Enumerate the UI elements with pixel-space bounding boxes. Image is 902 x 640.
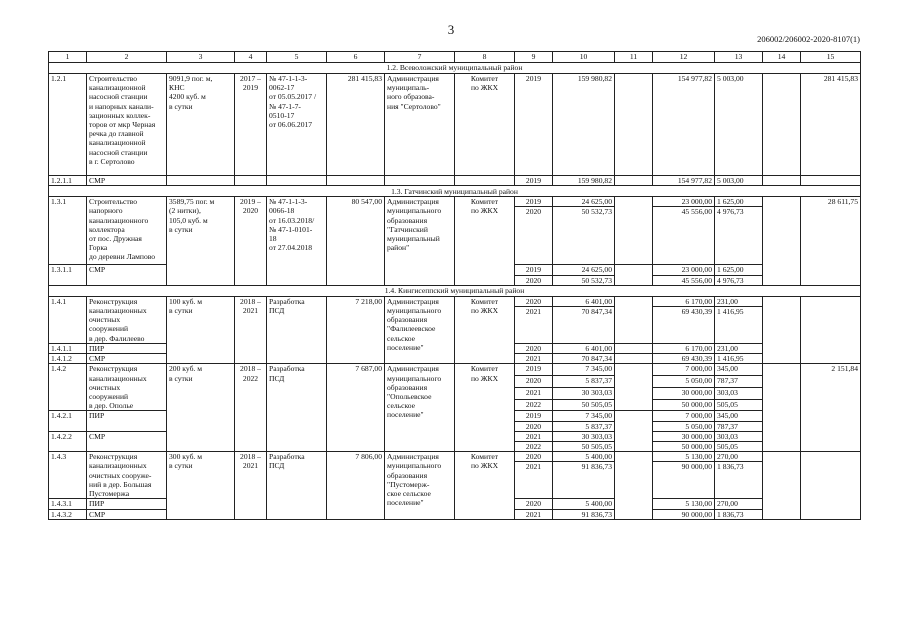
item-total: 24 625,00 xyxy=(553,265,615,275)
item-c13: 787,37 xyxy=(715,376,763,388)
section-row xyxy=(49,63,861,74)
empty-cell xyxy=(763,176,801,186)
item-year: 2020 xyxy=(515,275,553,285)
item-c12: 5 050,00 xyxy=(653,421,715,431)
item-total: 91 836,73 xyxy=(553,509,615,519)
item-c13: 270,00 xyxy=(715,499,763,509)
item-name: Реконструкция канализационных очистных сооружений в дер. Фалилеево xyxy=(87,296,167,343)
item-name: ПИР xyxy=(87,411,167,431)
col-header: 14 xyxy=(763,52,801,63)
col-header: 15 xyxy=(801,52,861,63)
item-year: 2022 xyxy=(515,399,553,411)
item-docs: № 47-1-1-3- 0066-18 от 16.03.2018/ № 47-1-0101- 18 от 27.04.2018 xyxy=(267,197,327,286)
item-c12: 23 000,00 xyxy=(653,265,715,275)
item-cost: 7 687,00 xyxy=(327,364,385,452)
empty-cell xyxy=(763,296,801,364)
table-row xyxy=(49,74,861,176)
item-total: 30 303,03 xyxy=(553,387,615,399)
item-c12: 69 430,39 xyxy=(653,354,715,364)
item-c12: 6 170,00 xyxy=(653,296,715,306)
item-total: 6 401,00 xyxy=(553,344,615,354)
item-total: 7 345,00 xyxy=(553,364,615,376)
table-row xyxy=(49,452,861,462)
item-c13: 345,00 xyxy=(715,411,763,421)
item-name: СМР xyxy=(87,354,167,364)
item-total: 5 837,37 xyxy=(553,421,615,431)
empty-cell xyxy=(455,176,515,186)
col-header: 13 xyxy=(715,52,763,63)
item-c13: 270,00 xyxy=(715,452,763,462)
col-header: 1 xyxy=(49,52,87,63)
item-capacity: 9091,9 пог. м, КНС 4200 куб. м в сутки xyxy=(167,74,235,176)
empty-cell xyxy=(267,176,327,186)
item-code: 1.4.2.1 xyxy=(49,411,87,431)
item-total: 50 505,05 xyxy=(553,399,615,411)
item-year: 2021 xyxy=(515,354,553,364)
item-name: ПИР xyxy=(87,499,167,509)
col-header: 7 xyxy=(385,52,455,63)
item-code: 1.3.1.1 xyxy=(49,265,87,285)
item-code: 1.4.1.1 xyxy=(49,344,87,354)
item-year: 2019 xyxy=(515,74,553,176)
item-capacity: 3589,75 пог. м (2 нитки), 105,0 куб. м в сутки xyxy=(167,197,235,286)
item-c13: 4 976,73 xyxy=(715,275,763,285)
item-year: 2019 xyxy=(515,176,553,186)
item-c12: 45 556,00 xyxy=(653,207,715,265)
item-c13: 505,05 xyxy=(715,399,763,411)
item-c12: 30 000,00 xyxy=(653,431,715,441)
col-header: 5 xyxy=(267,52,327,63)
item-name: ПИР xyxy=(87,344,167,354)
item-total: 6 401,00 xyxy=(553,296,615,306)
item-total: 24 625,00 xyxy=(553,197,615,207)
item-c13: 1 625,00 xyxy=(715,197,763,207)
section-title: 1.4. Кингисеппский муниципальный район xyxy=(49,285,861,296)
item-code: 1.4.2 xyxy=(49,364,87,411)
item-c12: 7 000,00 xyxy=(653,411,715,421)
empty-cell xyxy=(615,296,653,343)
item-total: 50 532,73 xyxy=(553,275,615,285)
empty-cell xyxy=(801,176,861,186)
item-c12: 154 977,82 xyxy=(653,74,715,176)
item-c12: 6 170,00 xyxy=(653,344,715,354)
item-year: 2021 xyxy=(515,509,553,519)
section-row xyxy=(49,285,861,296)
item-c12: 45 556,00 xyxy=(653,275,715,285)
item-c13: 1 625,00 xyxy=(715,265,763,275)
col-header: 8 xyxy=(455,52,515,63)
item-c12: 50 000,00 xyxy=(653,442,715,452)
item-executor: Комитет по ЖКХ xyxy=(455,452,515,520)
item-c13: 4 976,73 xyxy=(715,207,763,265)
item-c13: 787,37 xyxy=(715,421,763,431)
empty-cell xyxy=(167,176,235,186)
item-year: 2020 xyxy=(515,499,553,509)
empty-cell xyxy=(615,411,653,452)
item-cost: 7 806,00 xyxy=(327,452,385,520)
item-c13: 345,00 xyxy=(715,364,763,376)
item-name: СМР xyxy=(87,176,167,186)
item-total: 5 400,00 xyxy=(553,452,615,462)
col-header: 12 xyxy=(653,52,715,63)
empty-cell xyxy=(615,364,653,411)
item-code: 1.4.3.1 xyxy=(49,499,87,509)
item-name: СМР xyxy=(87,431,167,451)
item-customer: Администрация муниципального образования "Опольевское сельское поселение" xyxy=(385,364,455,452)
item-c15: 28 611,75 xyxy=(801,197,861,286)
item-total: 70 847,34 xyxy=(553,307,615,344)
item-name: Строительство канализационной насосной станции и напорных канали- зационных коллек- торов от мкр Черная речка до главной канализационной насосной станции в г. Сертолово xyxy=(87,74,167,176)
item-c11 xyxy=(615,74,653,176)
col-header: 11 xyxy=(615,52,653,63)
item-code: 1.2.1 xyxy=(49,74,87,176)
item-capacity: 200 куб. м в сутки xyxy=(167,364,235,452)
item-c13: 1 836,73 xyxy=(715,509,763,519)
item-c13: 303,03 xyxy=(715,431,763,441)
item-docs: Разработка ПСД xyxy=(267,364,327,452)
item-c12: 23 000,00 xyxy=(653,197,715,207)
section-title: 1.3. Гатчинский муниципальный район xyxy=(49,186,861,197)
item-code: 1.4.3 xyxy=(49,452,87,499)
item-years: 2019 – 2020 xyxy=(235,197,267,286)
empty-cell xyxy=(763,452,801,520)
col-header: 10 xyxy=(553,52,615,63)
empty-cell xyxy=(615,354,653,364)
item-year: 2022 xyxy=(515,442,553,452)
section-row xyxy=(49,186,861,197)
item-c15: 2 151,84 xyxy=(801,364,861,452)
item-docs: № 47-1-1-3- 0062-17 от 05.05.2017 / № 47-1-7- 0510-17 от 06.06.2017 xyxy=(267,74,327,176)
item-c12: 154 977,82 xyxy=(653,176,715,186)
program-table xyxy=(48,51,861,520)
empty-cell xyxy=(327,176,385,186)
empty-cell xyxy=(615,265,653,285)
empty-cell xyxy=(615,197,653,265)
item-total: 5 837,37 xyxy=(553,376,615,388)
item-executor: Комитет по ЖКХ xyxy=(455,296,515,364)
item-c13: 231,00 xyxy=(715,296,763,306)
empty-cell xyxy=(801,452,861,520)
item-code: 1.3.1 xyxy=(49,197,87,265)
item-customer: Администрация муниципального образования "Гатчинский муниципальный район" xyxy=(385,197,455,286)
item-total: 30 303,03 xyxy=(553,431,615,441)
item-docs: Разработка ПСД xyxy=(267,452,327,520)
item-code: 1.4.1.2 xyxy=(49,354,87,364)
item-total: 159 980,82 xyxy=(553,176,615,186)
item-name: Реконструкция канализационных очистных сооруже- ний в дер. Большая Пустомержа xyxy=(87,452,167,499)
item-total: 7 345,00 xyxy=(553,411,615,421)
document-id: 206002/206002-2020-8107(1) xyxy=(757,34,860,44)
item-total: 91 836,73 xyxy=(553,462,615,499)
item-years: 2018 – 2021 xyxy=(235,452,267,520)
col-header: 3 xyxy=(167,52,235,63)
col-header: 9 xyxy=(515,52,553,63)
empty-cell xyxy=(385,176,455,186)
item-year: 2020 xyxy=(515,421,553,431)
item-c12: 69 430,39 xyxy=(653,307,715,344)
item-year: 2019 xyxy=(515,411,553,421)
item-year: 2021 xyxy=(515,462,553,499)
table-row xyxy=(49,296,861,306)
item-total: 5 400,00 xyxy=(553,499,615,509)
item-name: СМР xyxy=(87,509,167,519)
column-number-row xyxy=(49,52,861,63)
item-year: 2020 xyxy=(515,452,553,462)
item-customer: Администрация муниципаль- ного образова- ния "Сертолово" xyxy=(385,74,455,176)
item-c12: 50 000,00 xyxy=(653,399,715,411)
item-c13: 1 416,95 xyxy=(715,307,763,344)
item-executor: Комитет по ЖКХ xyxy=(455,74,515,176)
item-year: 2019 xyxy=(515,364,553,376)
item-year: 2020 xyxy=(515,376,553,388)
item-c12: 30 000,00 xyxy=(653,387,715,399)
item-year: 2020 xyxy=(515,344,553,354)
empty-cell xyxy=(615,176,653,186)
item-customer: Администрация муниципального образования "Пустомерж- ское сельское поселение" xyxy=(385,452,455,520)
item-year: 2020 xyxy=(515,296,553,306)
item-c13: 505,05 xyxy=(715,442,763,452)
table-row xyxy=(49,197,861,207)
section-title: 1.2. Всеволожский муниципальный район xyxy=(49,63,861,74)
item-name: Строительство напорного канализационного коллектора от пос. Дружная Горка до деревни Лампово xyxy=(87,197,167,265)
item-total: 159 980,82 xyxy=(553,74,615,176)
empty-cell xyxy=(763,364,801,452)
empty-cell xyxy=(763,197,801,286)
item-code: 1.4.2.2 xyxy=(49,431,87,451)
empty-cell xyxy=(235,176,267,186)
item-c15: 281 415,83 xyxy=(801,74,861,176)
item-c12: 5 050,00 xyxy=(653,376,715,388)
item-c13: 1 836,73 xyxy=(715,462,763,499)
col-header: 4 xyxy=(235,52,267,63)
item-name: СМР xyxy=(87,265,167,285)
item-code: 1.4.3.2 xyxy=(49,509,87,519)
item-executor: Комитет по ЖКХ xyxy=(455,364,515,452)
item-year: 2021 xyxy=(515,307,553,344)
item-c12: 5 130,00 xyxy=(653,452,715,462)
item-cost: 281 415,83 xyxy=(327,74,385,176)
item-c13: 1 416,95 xyxy=(715,354,763,364)
item-c12: 90 000,00 xyxy=(653,509,715,519)
item-total: 70 847,34 xyxy=(553,354,615,364)
item-code: 1.4.1 xyxy=(49,296,87,343)
item-c13: 5 003,00 xyxy=(715,74,763,176)
table-row xyxy=(49,176,861,186)
item-c12: 90 000,00 xyxy=(653,462,715,499)
item-year: 2020 xyxy=(515,207,553,265)
table-row xyxy=(49,364,861,376)
item-total: 50 505,05 xyxy=(553,442,615,452)
item-years: 2018 – 2022 xyxy=(235,364,267,452)
col-header: 2 xyxy=(87,52,167,63)
item-capacity: 100 куб. м в сутки xyxy=(167,296,235,364)
item-year: 2021 xyxy=(515,431,553,441)
page-number: 3 xyxy=(447,22,455,37)
empty-cell xyxy=(615,452,653,520)
item-name: Реконструкция канализационных очистных сооружений в дер. Ополье xyxy=(87,364,167,411)
item-customer: Администрация муниципального образования "Фалилеевское сельское поселение" xyxy=(385,296,455,364)
item-cost: 7 218,00 xyxy=(327,296,385,364)
item-code: 1.2.1.1 xyxy=(49,176,87,186)
item-total: 50 532,73 xyxy=(553,207,615,265)
item-c13: 303,03 xyxy=(715,387,763,399)
item-years: 2017 – 2019 xyxy=(235,74,267,176)
col-header: 6 xyxy=(327,52,385,63)
item-year: 2019 xyxy=(515,197,553,207)
item-years: 2018 – 2021 xyxy=(235,296,267,364)
item-capacity: 300 куб. м в сутки xyxy=(167,452,235,520)
empty-cell xyxy=(801,296,861,364)
item-year: 2019 xyxy=(515,265,553,275)
item-c13: 231,00 xyxy=(715,344,763,354)
item-executor: Комитет по ЖКХ xyxy=(455,197,515,286)
item-year: 2021 xyxy=(515,387,553,399)
item-docs: Разработка ПСД xyxy=(267,296,327,364)
empty-cell xyxy=(615,344,653,354)
item-c12: 7 000,00 xyxy=(653,364,715,376)
item-c13: 5 003,00 xyxy=(715,176,763,186)
item-c12: 5 130,00 xyxy=(653,499,715,509)
item-c14 xyxy=(763,74,801,176)
item-cost: 80 547,00 xyxy=(327,197,385,286)
